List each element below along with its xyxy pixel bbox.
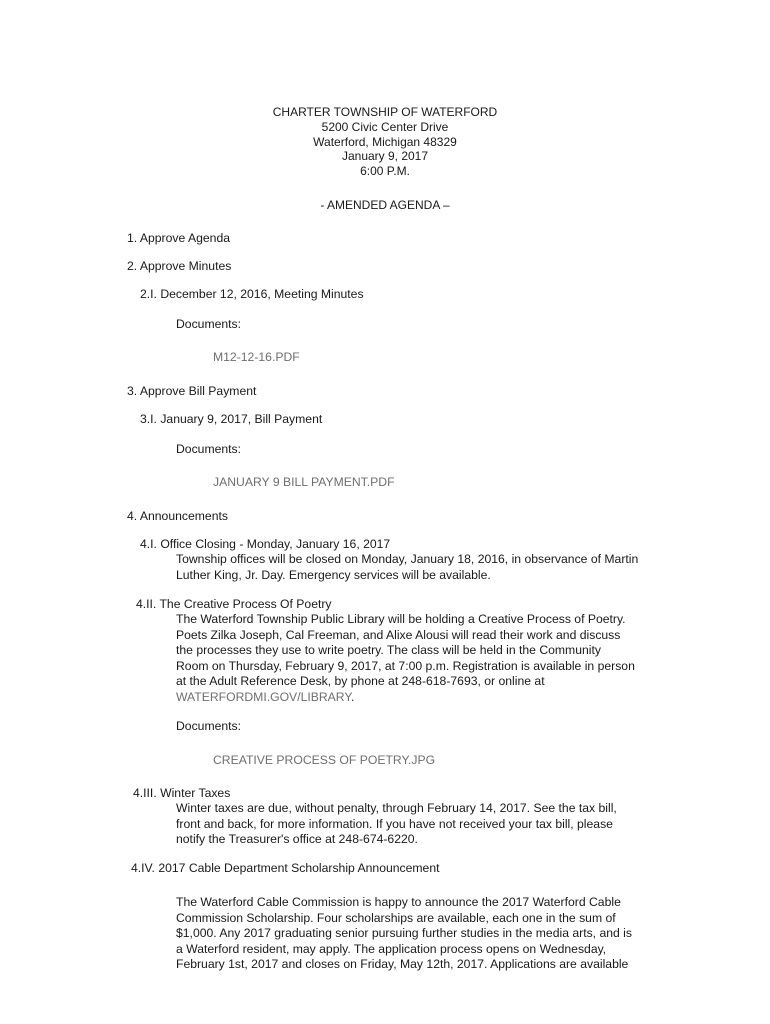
- subitem-bill-payment: 3.I. January 9, 2017, Bill Payment: [140, 412, 323, 426]
- meeting-date: January 9, 2017: [341, 149, 429, 163]
- subitem-winter-taxes: 4.III. Winter Taxes: [133, 786, 231, 800]
- documents-label: Documents:: [176, 442, 242, 456]
- winter-taxes-text: Winter taxes are due, without penalty, through February 14, 2017. See the tax bill,: [176, 801, 617, 815]
- winter-taxes-text: front and back, for more information. If you have not received your tax bill, please: [176, 817, 613, 831]
- org-address: 5200 Civic Center Drive: [321, 120, 449, 134]
- poetry-text: at the Adult Reference Desk, by phone at 248-618-7693, or online at: [176, 674, 545, 688]
- scholarship-text: The Waterford Cable Commission is happy to announce the 2017 Waterford Cable: [176, 895, 621, 909]
- scholarship-text: February 1st, 2017 and closes on Friday, May 12th, 2017. Applications are available: [176, 957, 629, 971]
- agenda-item-approve-bill-payment: 3. Approve Bill Payment: [127, 384, 257, 398]
- library-link[interactable]: WATERFORDMI.GOV/LIBRARY: [176, 690, 351, 704]
- scholarship-text: a Waterford resident, may apply. The application process opens on Wednesday,: [176, 942, 607, 956]
- poetry-text: The Waterford Township Public Library will be holding a Creative Process of Poetry.: [176, 612, 626, 626]
- org-city: Waterford, Michigan 48329: [313, 135, 457, 149]
- poetry-text: Room on Thursday, February 9, 2017, at 7:00 p.m. Registration is available in person: [176, 659, 635, 673]
- scholarship-text: Commission Scholarship. Four scholarships are available, each one in the sum of: [176, 911, 616, 925]
- subitem-office-closing: 4.I. Office Closing - Monday, January 16, 2017: [140, 537, 391, 551]
- agenda-item-approve-minutes: 2. Approve Minutes: [127, 259, 232, 273]
- subitem-cable-scholarship: 4.IV. 2017 Cable Department Scholarship Announcement: [131, 861, 440, 875]
- office-closing-text: Township offices will be closed on Monday, January 18, 2016, in observance of Martin: [176, 552, 639, 566]
- document-link-bill-payment[interactable]: JANUARY 9 BILL PAYMENT.PDF: [213, 475, 395, 489]
- agenda-item-announcements: 4. Announcements: [127, 509, 228, 523]
- agenda-title: - AMENDED AGENDA –: [320, 198, 450, 212]
- scholarship-text: $1,000. Any 2017 graduating senior pursuing further studies in the media arts, and is: [176, 926, 632, 940]
- office-closing-text: Luther King, Jr. Day. Emergency services will be available.: [176, 568, 491, 582]
- documents-label: Documents:: [176, 317, 242, 331]
- meeting-time: 6:00 P.M.: [360, 164, 410, 178]
- winter-taxes-text: notify the Treasurer's office at 248-674-6220.: [176, 832, 418, 846]
- poetry-link-line: [176, 690, 354, 705]
- documents-label: Documents:: [176, 719, 242, 733]
- subitem-meeting-minutes: 2.I. December 12, 2016, Meeting Minutes: [140, 287, 364, 301]
- poetry-text: the processes they use to write poetry. The class will be held in the Community: [176, 643, 601, 657]
- subitem-creative-process-poetry: 4.II. The Creative Process Of Poetry: [136, 597, 332, 611]
- org-name: CHARTER TOWNSHIP OF WATERFORD: [272, 105, 498, 119]
- poetry-link-period: .: [350, 690, 355, 704]
- document-link-minutes[interactable]: M12-12-16.PDF: [213, 350, 300, 364]
- document-link-poetry[interactable]: CREATIVE PROCESS OF POETRY.JPG: [213, 753, 436, 767]
- poetry-text: Poets Zilka Joseph, Cal Freeman, and Alixe Alousi will read their work and discuss: [176, 628, 621, 642]
- agenda-item-approve-agenda: 1. Approve Agenda: [127, 231, 231, 245]
